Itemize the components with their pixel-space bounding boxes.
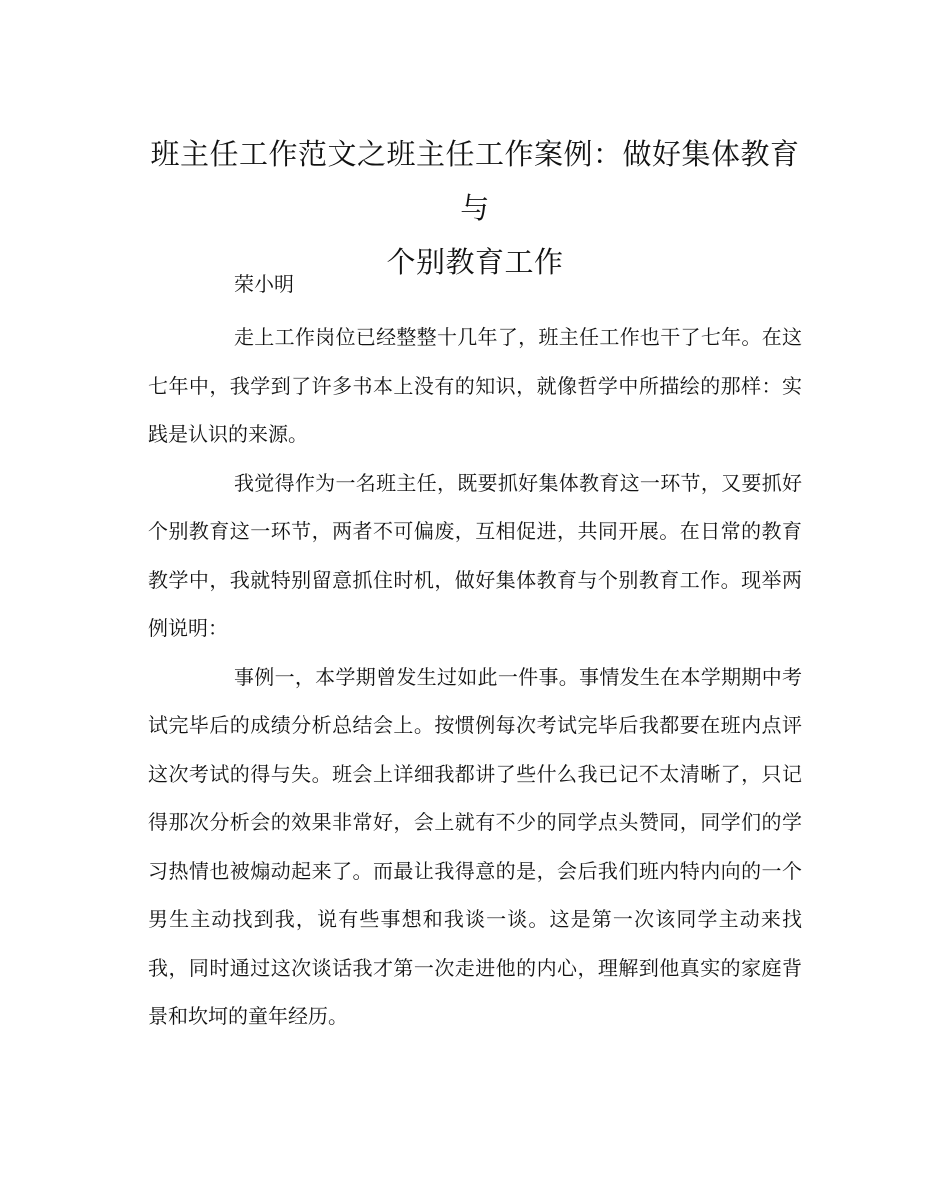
paragraph-3: 事例一，本学期曾发生过如此一件事。事情发生在本学期期中考试完毕后的成绩分析总结会上。按惯例每次考试完毕后我都要在班内点评这次考试的得与失。班会上详细我都讲了些什么我已记不太清晰了，只记得那次分析会的效果非常好，会上就有不少的同学点头赞同，同学们的学习热情也被煽动起来了。而最让我得意的是，会后我们班内特内向的一个男生主动找到我，说有些事想和我谈一谈。这是第一次该同学主动来找我，同时通过这次谈话我才第一次走进他的内心，理解到他真实的家庭背景和坎坷的童年经历。 [148, 664, 802, 1028]
author-name: 荣小明 [234, 272, 294, 296]
title-line-1: 班主任工作范文之班主任工作案例：做好集体教育与 [150, 137, 800, 225]
paragraph-2: 我觉得作为一名班主任，既要抓好集体教育这一环节，又要抓好个别教育这一环节，两者不可偏废，互相促进，共同开展。在日常的教育教学中，我就特别留意抓住时机，做好集体教育与个别教育工作。现举两例说明： [148, 470, 802, 640]
document-body [148, 313, 802, 1041]
title-line-2: 个别教育工作 [386, 245, 564, 279]
paragraph-1: 走上工作岗位已经整整十几年了，班主任工作也干了七年。在这七年中，我学到了许多书本上没有的知识，就像哲学中所描绘的那样：实践是认识的来源。 [148, 325, 802, 446]
